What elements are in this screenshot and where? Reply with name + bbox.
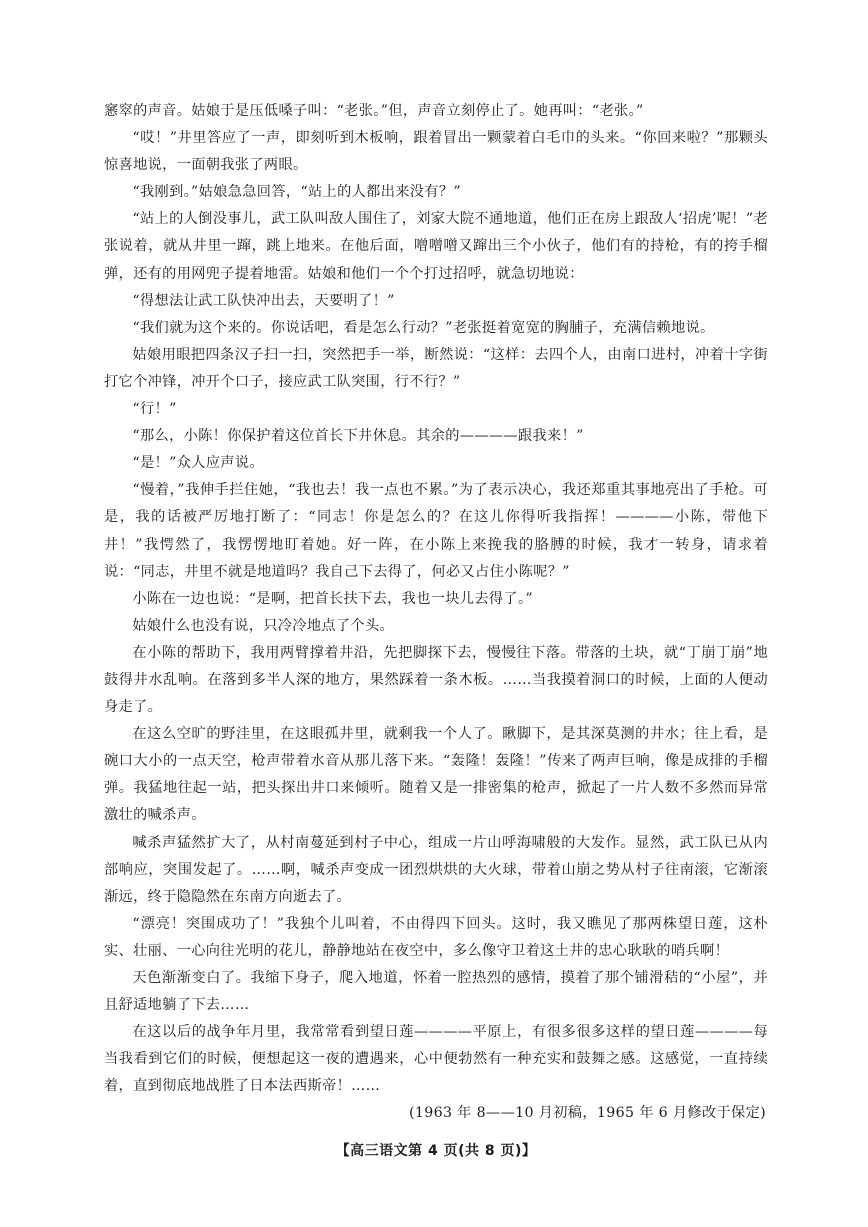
paragraph: 喊杀声猛然扩大了，从村南蔓延到村子中心，组成一片山呼海啸般的大发作。显然，武工队已从内部响应，突围发起了。……啊，喊杀声变成一团烈烘烘的大火球，带着山崩之势从村子往南滚，它渐滚渐远，终于隐隐然在东南方向逝去了。 xyxy=(104,834,768,905)
paragraph: “漂亮！突围成功了！”我独个儿叫着，不由得四下回头。这时，我又瞧见了那两株望日莲，这朴实、壮丽、一心向往光明的花儿，静静地站在夜空中，多么像守卫着这土井的忠心耿耿的哨兵啊！ xyxy=(104,915,768,959)
paragraph: “是！”众人应声说。 xyxy=(132,455,264,472)
story-text xyxy=(104,98,768,1165)
paragraph: 在这以后的战争年月里，我常常看到望日莲————平原上，有很多很多这样的望日莲————每当我看到它们的时候，便想起这一夜的遭遇来，心中便勃然有一种充实和鼓舞之感。这感觉，一直持续着，直到彻底地战胜了日本法西斯帝！…… xyxy=(104,1024,768,1095)
date-note: (1963 年 8——10 月初稿，1965 年 6 月修改于保定) xyxy=(409,1105,766,1122)
paragraph: 窸窣的声音。姑娘于是压低嗓子叫：“老张。”但，声音立刻停止了。她再叫：“老张。” xyxy=(104,103,644,119)
paragraph: 姑娘用眼把四条汉子扫一扫，突然把手一举，断然说：“这样：去四个人，由南口进村，冲着十字街打它个冲锋，冲开个口子，接应武工队突围，行不行？” xyxy=(104,346,768,390)
paragraph: “得想法让武工队快冲出去，天要明了！” xyxy=(132,292,395,309)
paragraph: 姑娘什么也没有说，只冷冷地点了个头。 xyxy=(132,617,395,634)
paragraph: “哎！”井里答应了一声，即刻听到木板响，跟着冒出一颗蒙着白毛巾的头来。“你回来啦？”那颗头惊喜地说，一面朝我张了两眼。 xyxy=(104,130,768,174)
paragraph: 在这么空旷的野洼里，在这眼孤井里，就剩我一个人了。瞅脚下，是其深莫测的井水；往上看，是碗口大小的一点天空，枪声带着水音从那儿落下来。“轰隆！轰隆！”传来了两声巨响，像是成排的手榴弹。我猛地往起一站，把头探出井口来倾听。随着又是一排密集的枪声，掀起了一片人数不多然而异常激壮的喊杀声。 xyxy=(104,726,768,824)
paragraph: “那么，小陈！你保护着这位首长下井休息。其余的————跟我来！” xyxy=(132,428,584,445)
paragraph: “行！” xyxy=(132,401,177,418)
paragraph: “慢着，”我伸手拦住她，“我也去！我一点也不累。”为了表示决心，我还郑重其事地亮出了手枪。可是，我的话被严厉地打断了：“同志！你是怎么的？在这儿你得听我指挥！————小陈，带他下井！”我愕然了，我愣愣地盯着她。好一阵，在小陈上来挽我的胳膊的时候，我才一转身，请求着说：“同志，井里不就是地道吗？我自己下去得了，何必又占住小陈呢？” xyxy=(104,482,768,580)
paragraph: “我刚到。”姑娘急急回答，“站上的人都出来没有？” xyxy=(132,184,461,201)
paragraph: 在小陈的帮助下，我用两臂撑着井沿，先把脚探下去，慢慢往下落。带落的土块，就“丁崩丁崩”地鼓得井水乱响。在落到多半人深的地方，果然踩着一条木板。……当我摸着洞口的时候，上面的人便动身走了。 xyxy=(104,644,768,716)
paragraph: “站上的人倒没事儿，武工队叫敌人围住了，刘家大院不通地道，他们正在房上跟敌人‘招虎’呢！”老张说着，就从井里一蹿，跳上地来。在他后面，噌噌噌又蹿出三个小伙子，他们有的持枪，有的挎手榴弹，还有的用网兜子提着地雷。姑娘和他们一个个打过招呼，就急切地说： xyxy=(104,211,768,282)
paragraph: 天色渐渐变白了。我缩下身子，爬入地道，怀着一腔热烈的感情，摸着了那个铺滑秸的“小屋”，并且舒适地躺了下去…… xyxy=(104,970,768,1014)
page-footer: 【高三语文第 4 页(共 8 页)】 xyxy=(335,1142,537,1159)
paragraph: “我们就为这个来的。你说话吧，看是怎么行动？”老张挺着宽宽的胸脯子，充满信赖地说。 xyxy=(132,319,715,336)
paragraph: 小陈在一边也说：“是啊，把首长扶下去，我也一块儿去得了。” xyxy=(132,590,534,607)
